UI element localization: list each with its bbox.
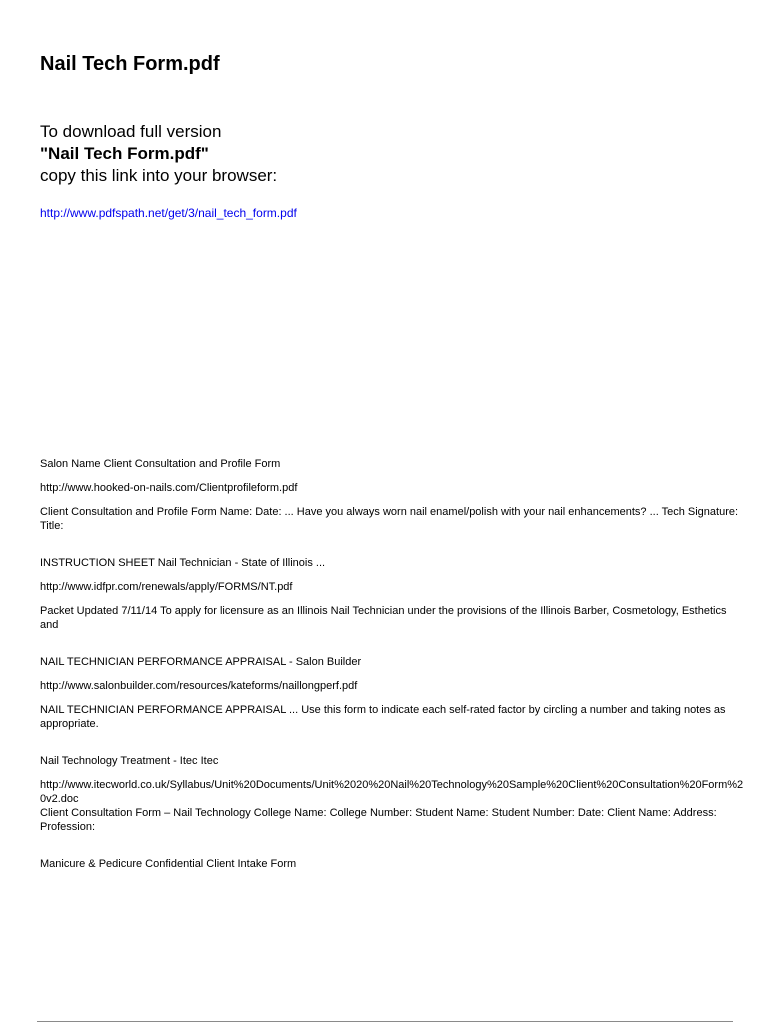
search-result <box>40 754 745 834</box>
result-description: Client Consultation Form – Nail Technology College Name: College Number: Student Name: Student Number: Date: Client Name: Address: Profession: <box>40 807 717 833</box>
result-title: Nail Technology Treatment - Itec Itec <box>40 755 219 767</box>
result-title: Manicure & Pedicure Confidential Client Intake Form <box>40 858 297 870</box>
search-result <box>40 655 745 731</box>
result-title: NAIL TECHNICIAN PERFORMANCE APPRAISAL - Salon Builder <box>40 656 362 668</box>
download-copy-text: copy this link into your browser: <box>40 166 278 185</box>
result-title: Salon Name Client Consultation and Profile Form <box>40 458 281 470</box>
download-link[interactable]: http://www.pdfspath.net/get/3/nail_tech_form.pdf <box>40 206 297 220</box>
result-description: Client Consultation and Profile Form Name: Date: ... Have you always worn nail enamel/polish with your nail enhancements? ... Tech Signature: Title: <box>40 506 739 532</box>
search-results-list <box>40 457 745 881</box>
search-result <box>40 556 745 632</box>
result-description: Packet Updated 7/11/14 To apply for licensure as an Illinois Nail Technician under the provisions of the Illinois Barber, Cosmetology, Esthetics and <box>40 605 727 631</box>
result-title: INSTRUCTION SHEET Nail Technician - State of Illinois ... <box>40 557 326 569</box>
search-result <box>40 457 745 533</box>
result-url: http://www.hooked-on-nails.com/Clientprofileform.pdf <box>40 482 298 494</box>
download-intro-text: To download full version <box>40 122 222 141</box>
result-url: http://www.salonbuilder.com/resources/kateforms/naillongperf.pdf <box>40 680 358 692</box>
download-filename: "Nail Tech Form.pdf" <box>40 144 209 163</box>
result-url: http://www.itecworld.co.uk/Syllabus/Unit%20Documents/Unit%2020%20Nail%20Technology%20Sample%20Client%20Consultation%20Form%20v2.doc <box>40 779 744 805</box>
result-description: NAIL TECHNICIAN PERFORMANCE APPRAISAL ... Use this form to indicate each self-rated factor by circling a number and taking notes as appropriate. <box>40 704 726 730</box>
page-bottom-divider <box>37 1021 733 1022</box>
page-title: Nail Tech Form.pdf <box>40 53 220 75</box>
download-instructions <box>40 121 277 187</box>
result-url: http://www.idfpr.com/renewals/apply/FORMS/NT.pdf <box>40 581 293 593</box>
search-result <box>40 857 745 871</box>
